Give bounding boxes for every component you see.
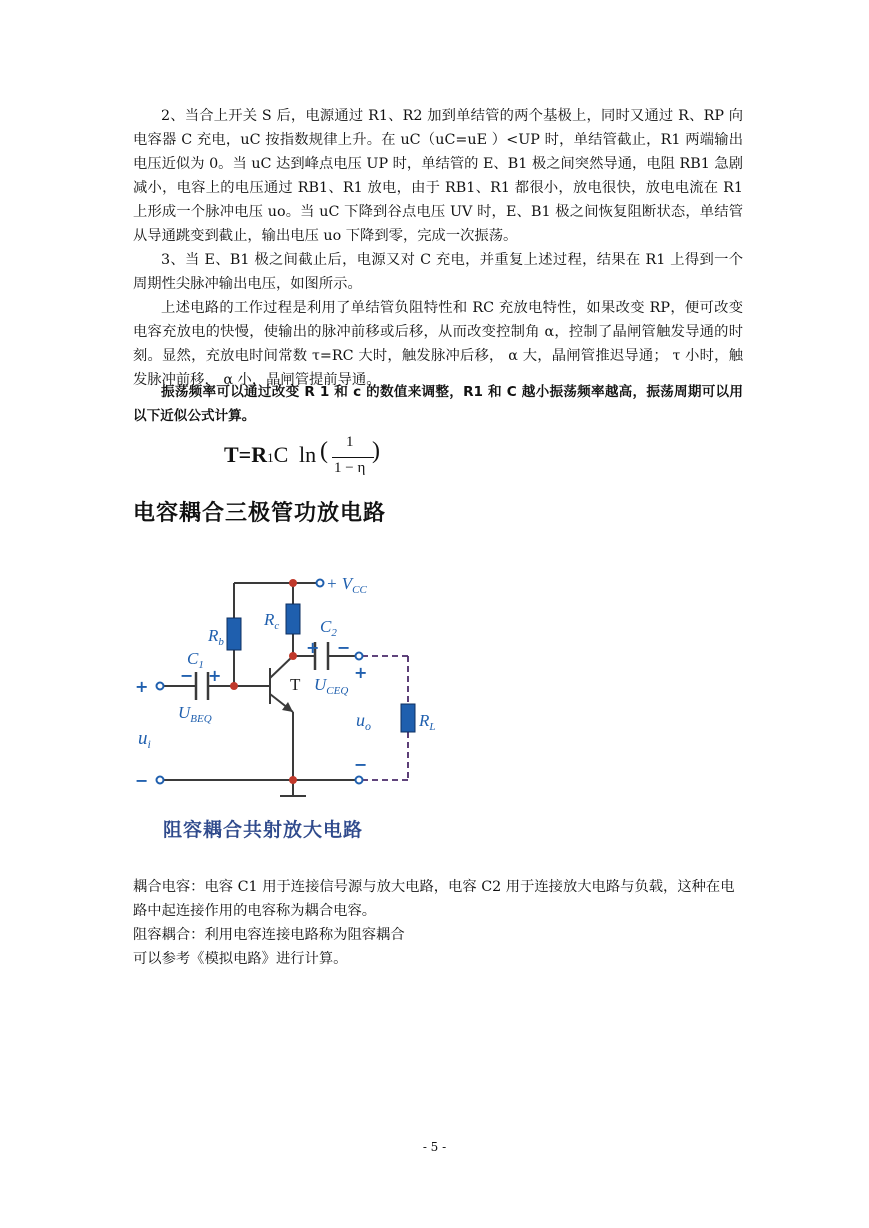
mark-output-minus: − bbox=[354, 755, 368, 774]
label-rb: $R_b$ bbox=[208, 626, 224, 648]
circuit-caption: 阻容耦合共射放大电路 bbox=[163, 819, 364, 841]
mark-input-minus: − bbox=[135, 771, 149, 790]
note-rc-coupling: 阻容耦合：利用电容连接电路称为阻容耦合 bbox=[133, 927, 405, 943]
label-c2: $C_2$ bbox=[320, 617, 337, 639]
formula-fraction-bar bbox=[332, 457, 374, 458]
circuit-diagram bbox=[130, 568, 436, 808]
formula-lhs: T=R1C bbox=[224, 442, 289, 467]
section-heading: 电容耦合三极管功放电路 bbox=[133, 501, 387, 526]
formula-ln: ln bbox=[299, 442, 317, 467]
formula-numerator: 1 bbox=[346, 434, 354, 450]
mark-input-plus: + bbox=[135, 677, 149, 696]
formula-close-paren: ) bbox=[372, 438, 380, 464]
label-uo: $u_o$ bbox=[356, 710, 371, 733]
mark-output-plus: + bbox=[354, 663, 368, 682]
paragraph-rc-control: 上述电路的工作过程是利用了单结管负阻特性和 RC 充放电特性，如果改变 RP，便可改变电容充放电的快慢，使输出的脉冲前移或后移，从而改变控制角 α，控制了晶闸管触发导通的时刻。显然，充放电时间常数 τ=RC 大时，触发脉冲后移， α 大，晶闸管推迟导通； τ 小时，触发脉冲前移， α 小，晶闸管提前导通。 bbox=[133, 300, 743, 388]
paragraph-frequency-bold: 振荡频率可以通过改变 R 1 和 c 的数值来调整，R1 和 C 越小振荡频率越高，振荡周期可以用以下近似公式计算。 bbox=[133, 384, 743, 424]
paragraph-ujt-discharge: 2、当合上开关 S 后，电源通过 R1、R2 加到单结管的两个基极上，同时又通过 R、RP 向电容器 C 充电，uC 按指数规律上升。在 uC（uC=uE ）<UP 时，单结管截止，R1 两端输出电压近似为 0。当 uC 达到峰点电压 UP 时，单结管的 E、B1 极之间突然导通，电阻 RB1 急剧减小，电容上的电压通过 RB1、R1 放电，由于 RB1、R1 都很小，放电很快，放电电流在 R1 上形成一个脉冲电压 uo。当 uC 下降到谷点电压 UV 时，E、B1 极之间恢复阻断状态，单结管从导通跳变到截止，输出电压 uo 下降到零，完成一次振荡。 bbox=[133, 108, 743, 244]
label-rl: $R_L$ bbox=[419, 711, 436, 733]
label-rc: $R_c$ bbox=[264, 610, 280, 632]
mark-c1-minus: − bbox=[180, 666, 194, 685]
page-number: - 5 - bbox=[422, 1140, 447, 1154]
resistor-rl bbox=[401, 704, 415, 732]
resistor-rb bbox=[227, 618, 241, 650]
label-c1: $C_1$ bbox=[187, 649, 204, 671]
paragraph-ujt-repeat: 3、当 E、B1 极之间截止后，电源又对 C 充电，并重复上述过程，结果在 R1 上得到一个周期性尖脉冲输出电压，如图所示。 bbox=[133, 252, 743, 292]
label-vcc: + $V_{CC}$ bbox=[326, 574, 367, 596]
label-ui: $u_i$ bbox=[138, 728, 151, 751]
formula-open-paren: ( bbox=[320, 438, 328, 464]
label-uceq: $U_{CEQ}$ bbox=[314, 675, 349, 697]
mark-c2-plus: + bbox=[306, 638, 320, 657]
label-ubeq: $U_{BEQ}$ bbox=[178, 703, 212, 725]
mark-c1-plus: + bbox=[208, 666, 222, 685]
polarity-marks bbox=[135, 638, 367, 790]
resistor-rc bbox=[286, 604, 300, 634]
note-coupling-capacitor: 耦合电容：电容 C1 用于连接信号源与放大电路，电容 C2 用于连接放大电路与负载，这种在电路中起连接作用的电容称为耦合电容。 bbox=[133, 879, 735, 919]
note-reference: 可以参考《模拟电路》进行计算。 bbox=[133, 951, 348, 967]
formula-denominator: 1 − η bbox=[334, 460, 366, 476]
label-transistor: T bbox=[290, 675, 301, 694]
mark-c2-minus: − bbox=[337, 638, 351, 657]
notes-block bbox=[133, 875, 748, 971]
